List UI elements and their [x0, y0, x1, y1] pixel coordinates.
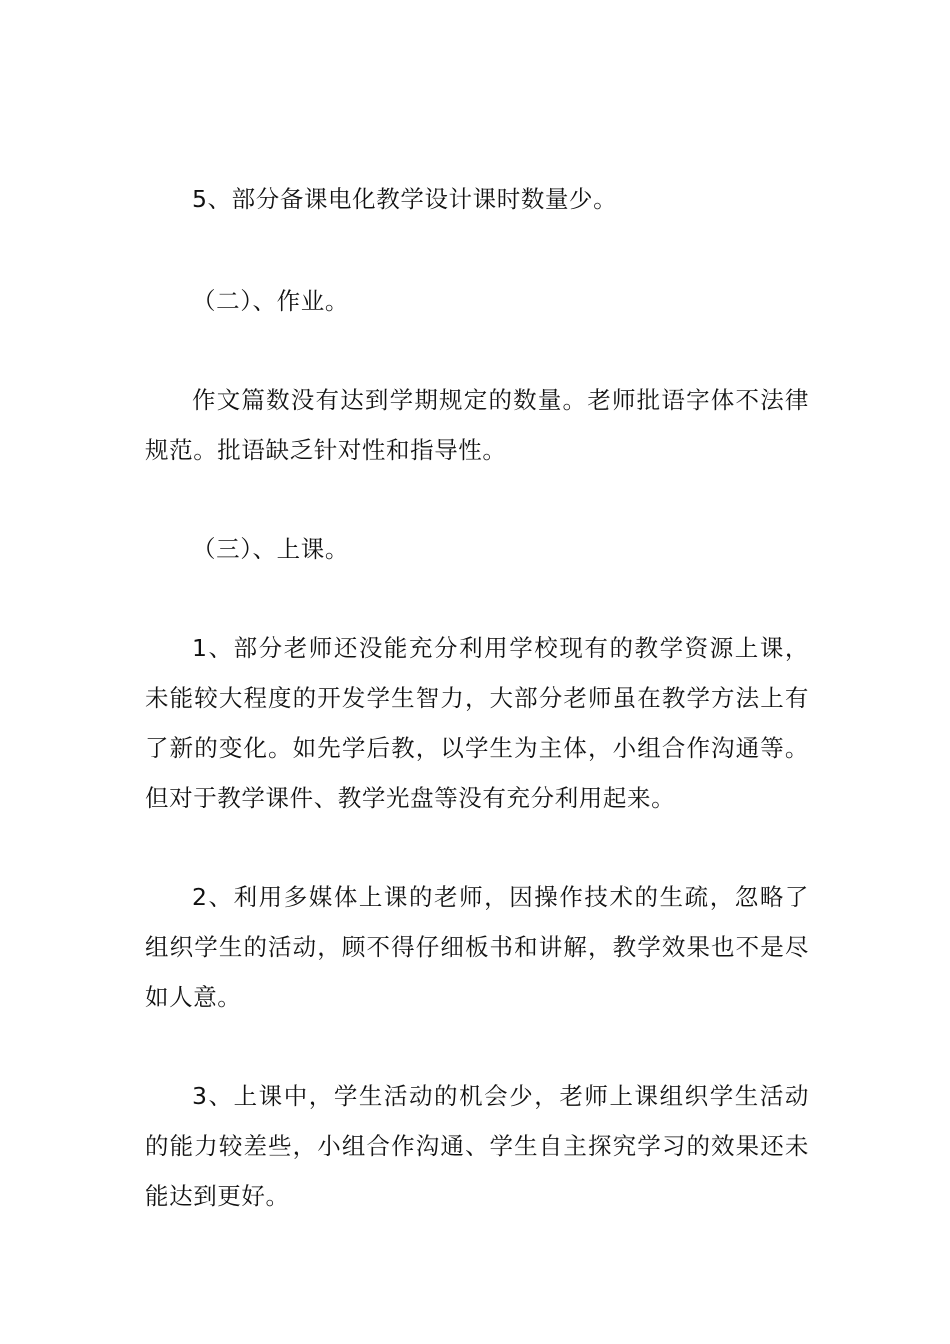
- paragraph-item-5-lesson-plans: 5、部分备课电化教学设计课时数量少。: [192, 185, 618, 213]
- section-heading-homework: （二）、作业。: [192, 287, 349, 315]
- paragraph-item-1-resources: 1、部分老师还没能充分利用学校现有的教学资源上课，未能较大程度的开发学生智力，大部分老师虽在教学方法上有了新的变化。如先学后教，以学生为主体，小组合作沟通等。但对于教学课件、教学光盘等没有充分利用起来。: [145, 634, 809, 812]
- paragraph-homework: 作文篇数没有达到学期规定的数量。老师批语字体不法律规范。批语缺乏针对性和指导性。: [145, 386, 809, 464]
- section-heading-lessons: （三）、上课。: [192, 535, 349, 563]
- paragraph-item-3-activities: 3、上课中，学生活动的机会少，老师上课组织学生活动的能力较差些，小组合作沟通、学生自主探究学习的效果还未能达到更好。: [145, 1082, 809, 1210]
- paragraph-item-2-multimedia: 2、利用多媒体上课的老师，因操作技术的生疏，忽略了组织学生的活动，顾不得仔细板书和讲解，教学效果也不是尽如人意。: [145, 883, 809, 1011]
